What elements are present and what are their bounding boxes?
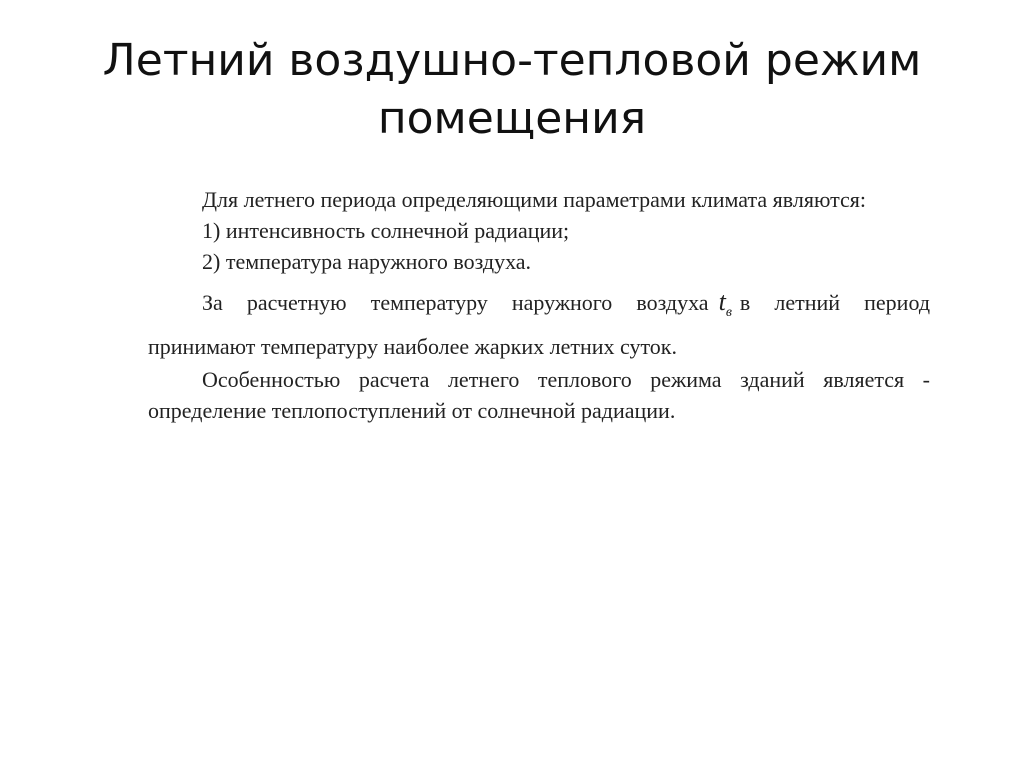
paragraph-intro: Для летнего периода определяющими параметрами климата являются: bbox=[202, 187, 866, 212]
list-item-solar-radiation: 1) интенсивность солнечной радиации; bbox=[202, 218, 570, 243]
temperature-symbol-subscript: в bbox=[725, 305, 732, 321]
slide-body bbox=[148, 184, 930, 426]
temperature-symbol-letter: t bbox=[718, 287, 726, 316]
temperature-symbol bbox=[709, 287, 740, 321]
list-item-outdoor-temperature: 2) температура наружного воздуха. bbox=[202, 249, 532, 274]
slide-title: Летний воздушно-тепловой режим помещения bbox=[102, 35, 922, 144]
paragraph-design-temperature bbox=[148, 281, 930, 364]
paragraph-feature: Особенностью расчета летнего теплового режима зданий является - определение теплопоступлений от солнечной радиации. bbox=[148, 367, 930, 424]
paragraph-design-temperature-end: в летний период принимают температуру наиболее жарких летних суток. bbox=[148, 290, 931, 360]
paragraph-design-temperature-start: За расчетную температуру наружного воздуха bbox=[202, 290, 709, 315]
